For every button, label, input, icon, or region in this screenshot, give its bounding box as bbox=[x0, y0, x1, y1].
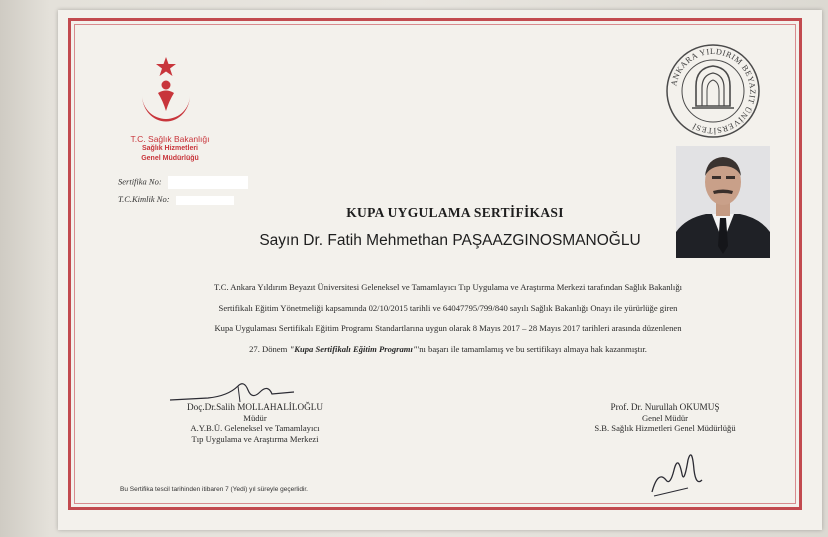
term-prefix: 27. Dönem bbox=[249, 344, 290, 354]
certificate-no-label: Sertifika No: bbox=[118, 176, 162, 187]
portrait-photo bbox=[676, 146, 770, 258]
redacted-id-no bbox=[176, 196, 234, 205]
left-signatory bbox=[155, 402, 355, 444]
body-line-1: T.C. Ankara Yıldırım Beyazıt Üniversitesi Geleneksel ve Tamamlayıcı Tıp Uygulama ve Araştırma Merkezi tarafından Sağlık Bakanlığı bbox=[213, 282, 683, 292]
redacted-certificate-no bbox=[168, 176, 248, 189]
ministry-directorate-line2: Genel Müdürlüğü bbox=[141, 155, 199, 162]
certificate-no-row bbox=[118, 176, 248, 189]
recipient-salutation: Sayın Dr. Fatih Mehmethan PAŞAAZGINOSMANOĞLU bbox=[259, 232, 641, 249]
id-no-row bbox=[118, 194, 234, 205]
ministry-name-block bbox=[100, 134, 240, 164]
right-signatory-org-line1: S.B. Sağlık Hizmetleri Genel Müdürlüğü bbox=[594, 423, 736, 433]
id-no-label: T.C.Kimlik No: bbox=[118, 194, 170, 204]
program-name: "Kupa Sertifikalı Eğitim Programı" bbox=[289, 344, 418, 354]
left-signatory-name: Doç.Dr.Salih MOLLAHALİLOĞLU bbox=[186, 402, 323, 412]
certificate-title: KUPA UYGULAMA SERTİFİKASI bbox=[346, 205, 564, 220]
seal-text: ANKARA YILDIRIM BEYAZIT ÜNİVERSİTESİ bbox=[669, 46, 758, 136]
university-seal-icon bbox=[664, 42, 762, 140]
right-signature-scribble-icon bbox=[648, 440, 708, 500]
completion-text: 'nı başarı ile tamamlamış ve bu sertifikayı almaya hak kazanmıştır. bbox=[417, 344, 647, 354]
body-line-3: Kupa Uygulaması Sertifikalı Eğitim Programı Standartlarına uygun olarak 8 Mayıs 2017 – 28 Mayıs 2017 tarihleri arasında düzenlenen bbox=[214, 323, 682, 333]
right-signatory-title: Genel Müdür bbox=[641, 412, 689, 423]
right-signatory-name: Prof. Dr. Nurullah OKUMUŞ bbox=[610, 402, 720, 412]
left-signatory-org-line1: A.Y.B.Ü. Geleneksel ve Tamamlayıcı bbox=[190, 423, 320, 433]
validity-note: Bu Sertifika tescil tarihinden itibaren 7 (Yedi) yıl süreyle geçerlidir. bbox=[120, 486, 308, 493]
left-signatory-title: Müdür bbox=[243, 412, 267, 423]
ministry-name: T.C. Sağlık Bakanlığı bbox=[130, 134, 210, 144]
right-signatory bbox=[555, 402, 775, 434]
body-line-4 bbox=[128, 344, 768, 354]
left-signatory-org-line2: Tıp Uygulama ve Araştırma Merkezi bbox=[191, 433, 319, 444]
ministry-of-health-logo-icon bbox=[128, 55, 204, 135]
body-line-2: Sertifikalı Eğitim Yönetmeliği kapsamında 02/10/2015 tarihli ve 64047795/799/840 sayılı Sağlık Bakanlığı Onayı ile yürürlüğe giren bbox=[218, 303, 678, 313]
ministry-directorate-line1: Sağlık Hizmetleri bbox=[141, 145, 199, 152]
